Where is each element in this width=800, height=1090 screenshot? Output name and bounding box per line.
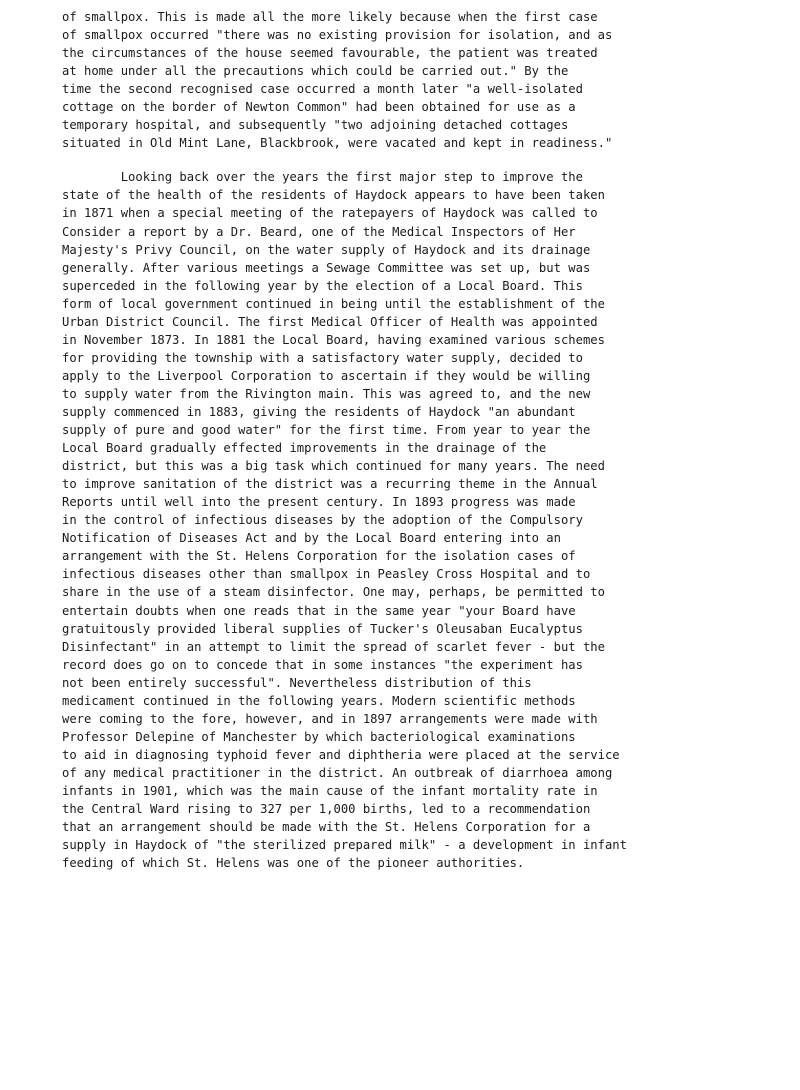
text-line: Majesty's Privy Council, on the water supply of Haydock and its drainage: [62, 242, 591, 257]
text-line: Urban District Council. The first Medical Officer of Health was appointed: [62, 314, 598, 329]
text-line: of any medical practitioner in the district. An outbreak of diarrhoea among: [62, 765, 613, 780]
text-line: form of local government continued in being until the establishment of the: [62, 296, 605, 311]
text-line: were coming to the fore, however, and in 1897 arrangements were made with: [62, 711, 598, 726]
text-line: in the control of infectious diseases by the adoption of the Compulsory: [62, 513, 583, 528]
text-line: in 1871 when a special meeting of the ratepayers of Haydock was called to: [62, 206, 598, 221]
text-line: generally. After various meetings a Sewage Committee was set up, but was: [62, 260, 591, 275]
text-line: superceded in the following year by the election of a Local Board. This: [62, 278, 583, 293]
text-line: district, but this was a big task which continued for many years. The need: [62, 459, 605, 474]
text-line: infants in 1901, which was the main cause of the infant mortality rate in: [62, 783, 598, 798]
text-line: time the second recognised case occurred a month later "a well-isolated: [62, 82, 583, 97]
text-line: apply to the Liverpool Corporation to ascertain if they would be willing: [62, 368, 591, 383]
text-line: Disinfectant" in an attempt to limit the spread of scarlet fever - but the: [62, 639, 605, 654]
paragraph-spacer: [62, 152, 762, 168]
text-line: Reports until well into the present century. In 1893 progress was made: [62, 495, 576, 510]
text-line: that an arrangement should be made with the St. Helens Corporation for a: [62, 820, 591, 835]
text-line: supply commenced in 1883, giving the residents of Haydock "an abundant: [62, 404, 576, 419]
document-page: [62, 8, 762, 872]
text-line: situated in Old Mint Lane, Blackbrook, were vacated and kept in readiness.": [62, 136, 613, 151]
text-line: Consider a report by a Dr. Beard, one of the Medical Inspectors of Her: [62, 224, 576, 239]
text-line: to improve sanitation of the district was a recurring theme in the Annual: [62, 477, 598, 492]
text-line: Professor Delepine of Manchester by which bacteriological examinations: [62, 729, 576, 744]
text-line: entertain doubts when one reads that in the same year "your Board have: [62, 603, 576, 618]
text-line: not been entirely successful". Nevertheless distribution of this: [62, 675, 532, 690]
text-line: temporary hospital, and subsequently "two adjoining detached cottages: [62, 118, 569, 133]
paragraph-2: [62, 168, 762, 872]
text-line: infectious diseases other than smallpox in Peasley Cross Hospital and to: [62, 567, 591, 582]
text-line: state of the health of the residents of Haydock appears to have been taken: [62, 188, 605, 203]
text-line: share in the use of a steam disinfector. One may, perhaps, be permitted to: [62, 585, 605, 600]
text-line: feeding of which St. Helens was one of the pioneer authorities.: [62, 856, 525, 871]
text-line: at home under all the precautions which could be carried out." By the: [62, 64, 569, 79]
text-line: in November 1873. In 1881 the Local Board, having examined various schemes: [62, 332, 605, 347]
text-line: the circumstances of the house seemed favourable, the patient was treated: [62, 46, 598, 61]
text-line: record does go on to concede that in some instances "the experiment has: [62, 657, 583, 672]
text-line: to aid in diagnosing typhoid fever and diphtheria were placed at the service: [62, 747, 620, 762]
text-line: to supply water from the Rivington main. This was agreed to, and the new: [62, 386, 591, 401]
text-line: of smallpox. This is made all the more likely because when the first case: [62, 10, 598, 24]
text-line: medicament continued in the following years. Modern scientific methods: [62, 693, 576, 708]
text-line: arrangement with the St. Helens Corporation for the isolation cases of: [62, 549, 576, 564]
text-line: supply of pure and good water" for the first time. From year to year the: [62, 423, 591, 438]
paragraph-1: [62, 8, 762, 152]
text-line: gratuitously provided liberal supplies of Tucker's Oleusaban Eucalyptus: [62, 621, 583, 636]
text-line: Notification of Diseases Act and by the Local Board entering into an: [62, 531, 561, 546]
text-line: the Central Ward rising to 327 per 1,000 births, led to a recommendation: [62, 802, 591, 817]
text-line: supply in Haydock of "the sterilized prepared milk" - a development in infant: [62, 838, 627, 853]
text-line: cottage on the border of Newton Common" had been obtained for use as a: [62, 100, 576, 115]
text-line: Local Board gradually effected improvements in the drainage of the: [62, 441, 547, 456]
text-line: Looking back over the years the first major step to improve the: [62, 170, 583, 185]
text-line: of smallpox occurred "there was no existing provision for isolation, and as: [62, 28, 613, 43]
text-line: for providing the township with a satisfactory water supply, decided to: [62, 350, 583, 365]
